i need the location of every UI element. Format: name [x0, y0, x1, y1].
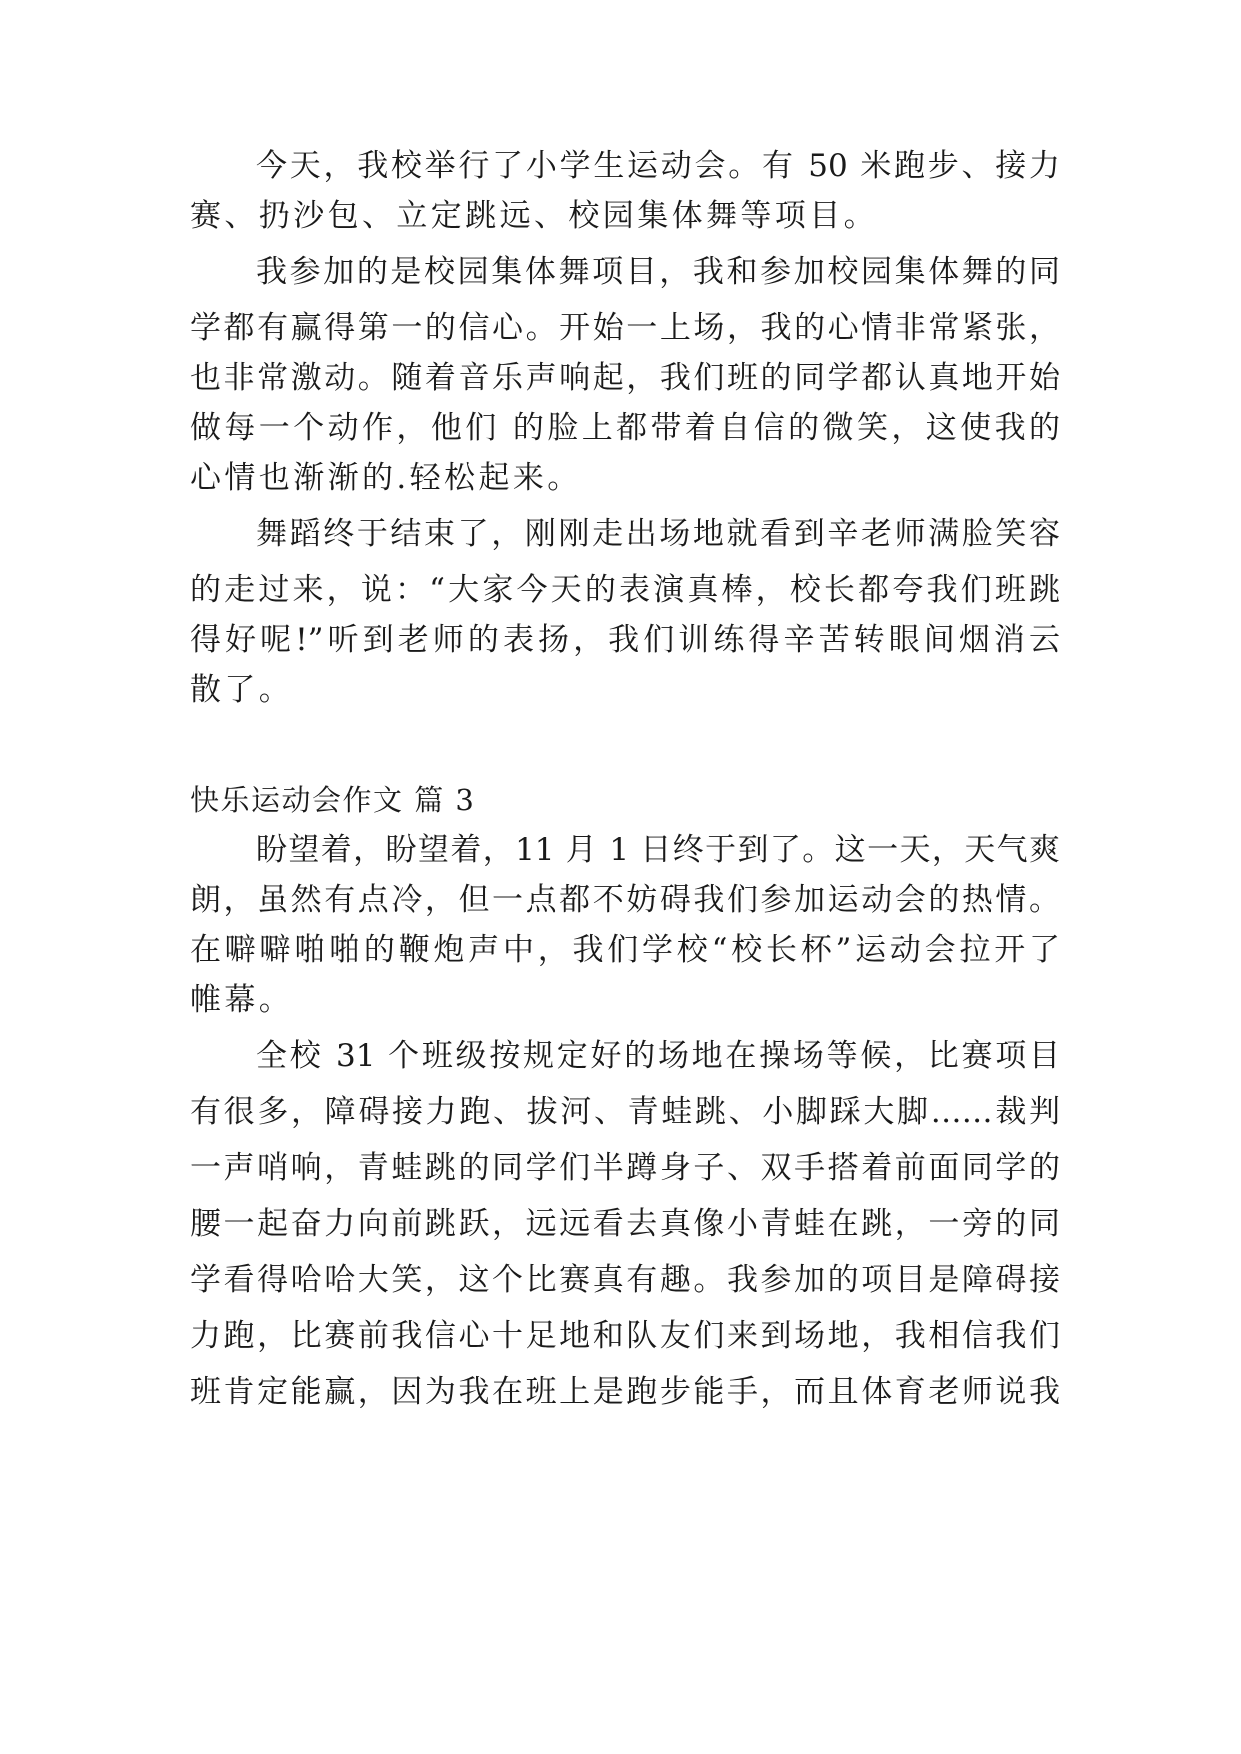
paragraph-line: 舞蹈终于结束了，刚刚走出场地就看到辛老师满脸笑容	[256, 516, 1060, 552]
paragraph-line: 赛、扔沙包、立定跳远、校园集体舞等项目。	[190, 198, 878, 234]
paragraph-line: 也非常激动。随着音乐声响起，我们班的同学都认真地开始	[190, 360, 1060, 396]
section-heading: 快乐运动会作文 篇 3	[190, 783, 476, 817]
paragraph-line: 全校 31 个班级按规定好的场地在操场等候，比赛项目	[256, 1038, 1060, 1074]
paragraph-line: 学都有赢得第一的信心。开始一上场，我的心情非常紧张，	[190, 310, 1060, 346]
paragraph-line: 心情也渐渐的.轻松起来。	[190, 460, 582, 496]
paragraph-line: 班肯定能赢，因为我在班上是跑步能手，而且体育老师说我	[190, 1374, 1060, 1410]
paragraph-line: 有很多，障碍接力跑、拔河、青蛙跳、小脚踩大脚……裁判	[190, 1094, 1060, 1130]
paragraph-line: 我参加的是校园集体舞项目，我和参加校园集体舞的同	[256, 254, 1060, 290]
paragraph-line: 散了。	[190, 672, 294, 708]
paragraph-line: 在噼噼啪啪的鞭炮声中，我们学校“校长杯”运动会拉开了	[190, 932, 1060, 968]
paragraph-line: 今天，我校举行了小学生运动会。有 50 米跑步、接力	[256, 148, 1060, 184]
paragraph-line: 做每一个动作，他们 的脸上都带着自信的微笑，这使我的	[190, 410, 1060, 446]
paragraph-line: 学看得哈哈大笑，这个比赛真有趣。我参加的项目是障碍接	[190, 1262, 1060, 1298]
paragraph-line: 的走过来，说：“大家今天的表演真棒，校长都夸我们班跳	[190, 572, 1060, 608]
paragraph-line: 帷幕。	[190, 982, 294, 1018]
paragraph-line: 力跑，比赛前我信心十足地和队友们来到场地，我相信我们	[190, 1318, 1060, 1354]
paragraph-line: 盼望着，盼望着，11 月 1 日终于到了。这一天，天气爽	[256, 832, 1060, 868]
paragraph-line: 腰一起奋力向前跳跃，远远看去真像小青蛙在跳，一旁的同	[190, 1206, 1060, 1242]
paragraph-line: 得好呢!”听到老师的表扬，我们训练得辛苦转眼间烟消云	[190, 622, 1060, 658]
paragraph-line: 一声哨响，青蛙跳的同学们半蹲身子、双手搭着前面同学的	[190, 1150, 1060, 1186]
paragraph-line: 朗，虽然有点冷，但一点都不妨碍我们参加运动会的热情。	[190, 882, 1060, 918]
